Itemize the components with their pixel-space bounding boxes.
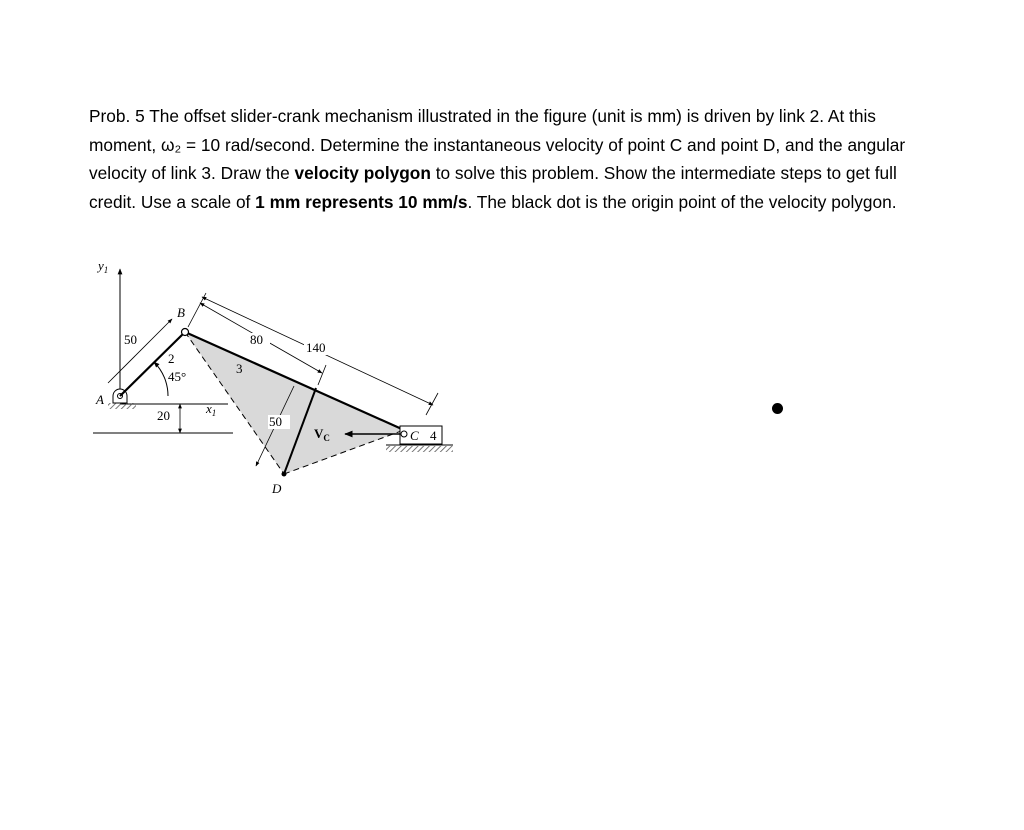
point-c-label: C — [410, 428, 419, 443]
problem-statement: Prob. 5 The offset slider-crank mechanism illustrated in the figure (unit is mm) is driven by link 2. At this moment, ω₂ = 10 rad/second. Determine the instantaneous velocity of point C and point D, and the angular velocity of link 3. Draw the velocity polygon to solve this problem. Show the intermediate steps to get full credit. Use a scale of 1 mm represents 10 mm/s. The black dot is the origin point of the velocity polygon. — [89, 106, 906, 212]
ground-c — [386, 446, 453, 452]
y1-label: $y_1$ — [98, 258, 109, 275]
joint-b — [182, 329, 189, 336]
ground-a — [108, 403, 136, 409]
link-2-label: 2 — [168, 351, 175, 366]
angle-arc — [154, 362, 168, 396]
joint-c — [401, 431, 407, 437]
point-b-label: B — [177, 305, 185, 320]
dim-140-label: 140 — [306, 340, 326, 355]
scale-emphasis: 1 mm represents 10 mm/s — [255, 191, 468, 212]
link-3-label: 3 — [236, 361, 243, 376]
ext-mid — [318, 365, 326, 385]
point-d-label: D — [272, 481, 282, 496]
joint-d — [282, 472, 287, 477]
angle-label: 45° — [168, 369, 187, 384]
ext-b — [188, 293, 206, 327]
dim-offset-label: 20 — [157, 408, 170, 423]
velocity-c-label: $V_C$ — [314, 426, 330, 443]
link-4-label: 4 — [430, 428, 437, 443]
dim-ab-label: 50 — [124, 332, 137, 347]
velocity-polygon-origin-dot — [772, 403, 783, 414]
velocity-polygon-emphasis: velocity polygon — [294, 163, 431, 184]
dim-d-label: 50 — [269, 414, 282, 429]
link-3-body — [185, 332, 404, 474]
x1-label: $x_1$ — [206, 401, 217, 418]
dim-80-label: 80 — [250, 332, 263, 347]
slider-crank-figure — [88, 255, 468, 500]
point-a-label: A — [96, 392, 104, 407]
ext-c — [426, 393, 438, 415]
